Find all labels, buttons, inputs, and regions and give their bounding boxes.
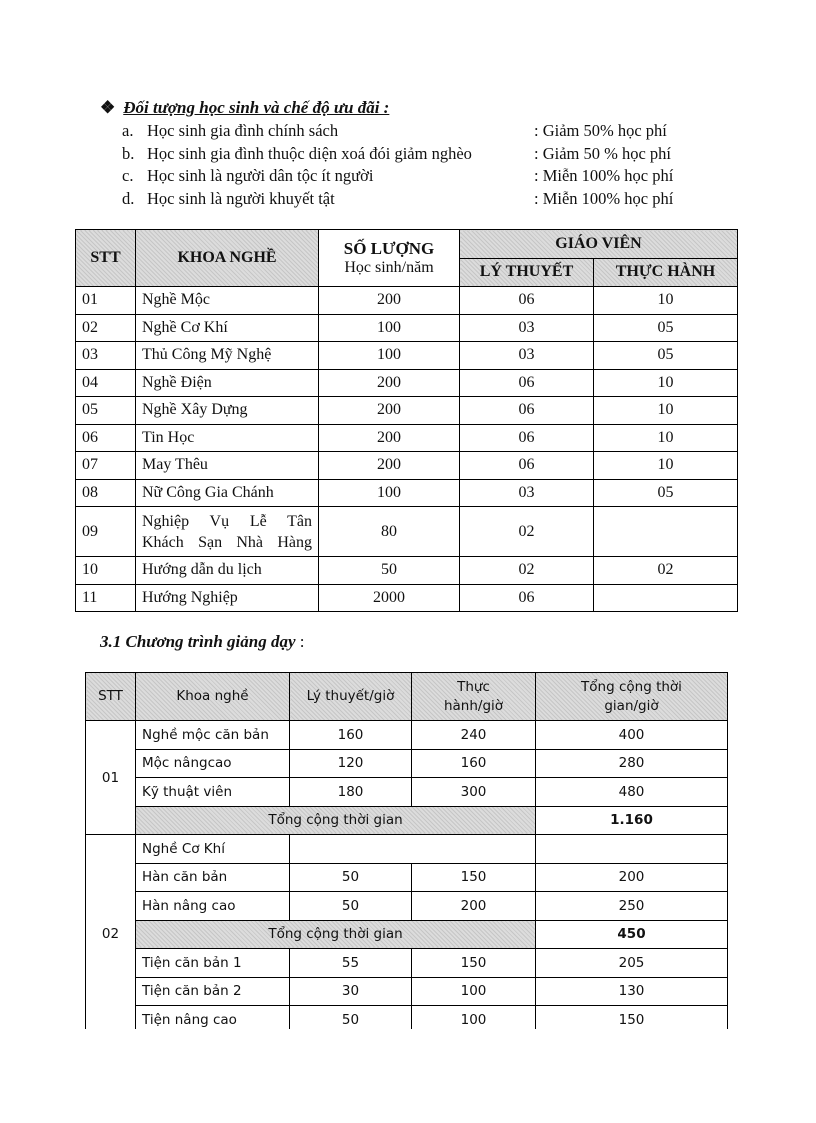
policy-item-letter: a. <box>122 121 134 140</box>
cell-th: 10 <box>594 287 738 315</box>
cell-stt-group: 02 <box>86 835 136 1030</box>
cell-th: 10 <box>594 397 738 425</box>
cell-th <box>594 584 738 612</box>
cell-name <box>136 507 319 557</box>
table-row <box>86 1006 728 1030</box>
cell-name: Nghề mộc căn bản <box>136 721 290 750</box>
cell-qty: 80 <box>319 507 460 557</box>
cell-stt: 07 <box>76 452 136 480</box>
policy-item <box>100 188 720 211</box>
subtotal-row <box>86 920 728 949</box>
table-row <box>86 977 728 1006</box>
cell-th: 10 <box>594 452 738 480</box>
cell-total: 130 <box>536 977 728 1006</box>
table-row <box>76 584 738 612</box>
cell-lt: 06 <box>460 584 594 612</box>
cell-lt: 03 <box>460 314 594 342</box>
cell-qty: 200 <box>319 397 460 425</box>
cell-name: May Thêu <box>136 452 319 480</box>
header-tong-cong-line: Tổng cộng thời <box>581 678 682 695</box>
table-row <box>76 314 738 342</box>
cell-lt: 120 <box>290 749 412 778</box>
cell-name: Hướng dẫn du lịch <box>136 557 319 585</box>
cell-name-line: Khách Sạn Nhà Hàng <box>142 533 312 551</box>
cell-lt: 03 <box>460 342 594 370</box>
header-khoa-nghe: KHOA NGHỀ <box>136 230 319 287</box>
cell-lt: 160 <box>290 721 412 750</box>
cell-name: Mộc nângcao <box>136 749 290 778</box>
table-row <box>86 749 728 778</box>
policy-item-benefit: : Giảm 50 % học phí <box>534 143 672 163</box>
header-thuc-hanh-line: hành/giờ <box>443 697 504 714</box>
cell-th: 05 <box>594 342 738 370</box>
cell-empty <box>536 835 728 864</box>
cell-th <box>594 507 738 557</box>
cell-total: 480 <box>536 778 728 807</box>
cell-stt: 10 <box>76 557 136 585</box>
table-header-row <box>86 673 728 721</box>
cell-lt: 02 <box>460 507 594 557</box>
cell-lt: 50 <box>290 863 412 892</box>
cell-stt: 04 <box>76 369 136 397</box>
cell-stt: 08 <box>76 479 136 507</box>
cell-th: 10 <box>594 369 738 397</box>
cell-stt: 09 <box>76 507 136 557</box>
header-thuc-hanh-line: Thực <box>457 678 490 695</box>
policy-item-benefit: : Miễn 100% học phí <box>534 188 674 208</box>
cell-name: Tiện căn bản 1 <box>136 949 290 978</box>
cell-empty <box>412 835 536 864</box>
cell-name: Hướng Nghiệp <box>136 584 319 612</box>
section-heading <box>100 632 304 652</box>
cell-name: Nghề Cơ Khí <box>136 314 319 342</box>
cell-qty: 100 <box>319 479 460 507</box>
cell-qty: 50 <box>319 557 460 585</box>
subtotal-value: 1.160 <box>536 806 728 835</box>
policy-item <box>100 120 720 143</box>
table-row <box>86 949 728 978</box>
policy-item <box>100 143 720 166</box>
cell-empty <box>290 835 412 864</box>
cell-lt: 06 <box>460 397 594 425</box>
policy-title: Đối tượng học sinh và chế độ ưu đãi : <box>123 98 390 117</box>
cell-qty: 100 <box>319 314 460 342</box>
diamond-bullet-icon: ❖ <box>100 98 116 117</box>
cell-name: Nghề Điện <box>136 369 319 397</box>
curriculum-table <box>85 672 728 1029</box>
header-tong-cong <box>536 673 728 721</box>
vocational-staff-table <box>75 229 738 612</box>
cell-th: 100 <box>412 977 536 1006</box>
cell-qty: 200 <box>319 424 460 452</box>
cell-total: 150 <box>536 1006 728 1030</box>
table-row <box>76 557 738 585</box>
cell-name: Tiện nâng cao <box>136 1006 290 1030</box>
cell-name: Hàn nâng cao <box>136 892 290 921</box>
policy-item-letter: c. <box>122 166 134 185</box>
subtotal-value: 450 <box>536 920 728 949</box>
section-heading-title: 3.1 Chương trình giảng dạy <box>100 632 296 651</box>
table-row <box>86 721 728 750</box>
header-so-luong-title: SỐ LƯỢNG <box>343 239 435 258</box>
cell-name: Nữ Công Gia Chánh <box>136 479 319 507</box>
cell-th: 160 <box>412 749 536 778</box>
cell-lt: 06 <box>460 287 594 315</box>
header-thuc-hanh: THỰC HÀNH <box>594 258 738 287</box>
table-row <box>76 452 738 480</box>
cell-name: Tiện căn bản 2 <box>136 977 290 1006</box>
header-giao-vien: GIÁO VIÊN <box>460 230 738 259</box>
table-row <box>76 424 738 452</box>
cell-th: 300 <box>412 778 536 807</box>
policy-item-text: Học sinh là người dân tộc ít người <box>147 166 374 185</box>
cell-stt: 02 <box>76 314 136 342</box>
cell-name: Tin Học <box>136 424 319 452</box>
policy-item-benefit: : Giảm 50% học phí <box>534 121 667 140</box>
cell-stt: 06 <box>76 424 136 452</box>
cell-th: 100 <box>412 1006 536 1030</box>
section-heading-suffix: : <box>295 632 305 651</box>
cell-lt: 50 <box>290 892 412 921</box>
header-stt: STT <box>86 673 136 721</box>
table-row <box>76 342 738 370</box>
subtotal-label: Tổng cộng thời gian <box>136 806 536 835</box>
cell-th: 05 <box>594 314 738 342</box>
cell-total: 280 <box>536 749 728 778</box>
cell-lt: 02 <box>460 557 594 585</box>
cell-lt: 06 <box>460 452 594 480</box>
cell-qty: 200 <box>319 287 460 315</box>
subtotal-row <box>86 806 728 835</box>
header-thuc-hanh <box>412 673 536 721</box>
cell-lt: 06 <box>460 369 594 397</box>
header-ly-thuyet: Lý thuyết/giờ <box>290 673 412 721</box>
table-row <box>86 778 728 807</box>
header-ly-thuyet: LÝ THUYẾT <box>460 258 594 287</box>
cell-th: 10 <box>594 424 738 452</box>
cell-th: 150 <box>412 863 536 892</box>
cell-lt: 50 <box>290 1006 412 1030</box>
cell-qty: 100 <box>319 342 460 370</box>
header-khoa-nghe: Khoa nghề <box>136 673 290 721</box>
cell-qty: 200 <box>319 369 460 397</box>
cell-stt: 01 <box>76 287 136 315</box>
cell-total: 205 <box>536 949 728 978</box>
cell-stt: 11 <box>76 584 136 612</box>
cell-lt: 03 <box>460 479 594 507</box>
policy-item-benefit: : Miễn 100% học phí <box>534 166 674 185</box>
cell-total: 200 <box>536 863 728 892</box>
policy-item <box>100 165 720 188</box>
header-so-luong <box>319 230 460 287</box>
table-row <box>76 397 738 425</box>
cell-lt: 180 <box>290 778 412 807</box>
cell-th: 150 <box>412 949 536 978</box>
table-header-row <box>76 230 738 259</box>
table-row <box>76 479 738 507</box>
cell-total: 400 <box>536 721 728 750</box>
cell-th: 05 <box>594 479 738 507</box>
cell-total: 250 <box>536 892 728 921</box>
cell-name: Thủ Công Mỹ Nghệ <box>136 342 319 370</box>
cell-qty: 2000 <box>319 584 460 612</box>
policy-section <box>100 96 720 210</box>
policy-item-letter: d. <box>122 188 135 208</box>
cell-name: Nghề Xây Dựng <box>136 397 319 425</box>
table-row <box>86 892 728 921</box>
cell-stt-group: 01 <box>86 721 136 835</box>
header-tong-cong-line: gian/giờ <box>604 697 659 714</box>
cell-stt: 05 <box>76 397 136 425</box>
cell-stt: 03 <box>76 342 136 370</box>
cell-name: Kỹ thuật viên <box>136 778 290 807</box>
policy-title-row <box>100 96 720 120</box>
cell-qty: 200 <box>319 452 460 480</box>
policy-item-text: Học sinh gia đình thuộc diện xoá đói giảm nghèo <box>147 143 472 163</box>
cell-lt: 06 <box>460 424 594 452</box>
policy-item-letter: b. <box>122 143 135 163</box>
table-row <box>76 507 738 557</box>
cell-lt: 30 <box>290 977 412 1006</box>
table-row <box>86 835 728 864</box>
header-stt: STT <box>76 230 136 287</box>
cell-name: Hàn căn bản <box>136 863 290 892</box>
cell-name-line: Nghiệp Vụ Lễ Tân <box>142 512 312 530</box>
table-row <box>76 369 738 397</box>
header-so-luong-sub: Học sinh/năm <box>344 259 434 276</box>
cell-name: Nghề Mộc <box>136 287 319 315</box>
table-row <box>76 287 738 315</box>
subtotal-label: Tổng cộng thời gian <box>136 920 536 949</box>
curriculum-table-container <box>85 672 735 1029</box>
policy-item-text: Học sinh là người khuyết tật <box>147 188 335 208</box>
cell-lt: 55 <box>290 949 412 978</box>
policy-item-text: Học sinh gia đình chính sách <box>147 121 339 140</box>
cell-th: 200 <box>412 892 536 921</box>
table-row <box>86 863 728 892</box>
cell-th: 240 <box>412 721 536 750</box>
cell-th: 02 <box>594 557 738 585</box>
cell-group-heading: Nghề Cơ Khí <box>136 835 290 864</box>
